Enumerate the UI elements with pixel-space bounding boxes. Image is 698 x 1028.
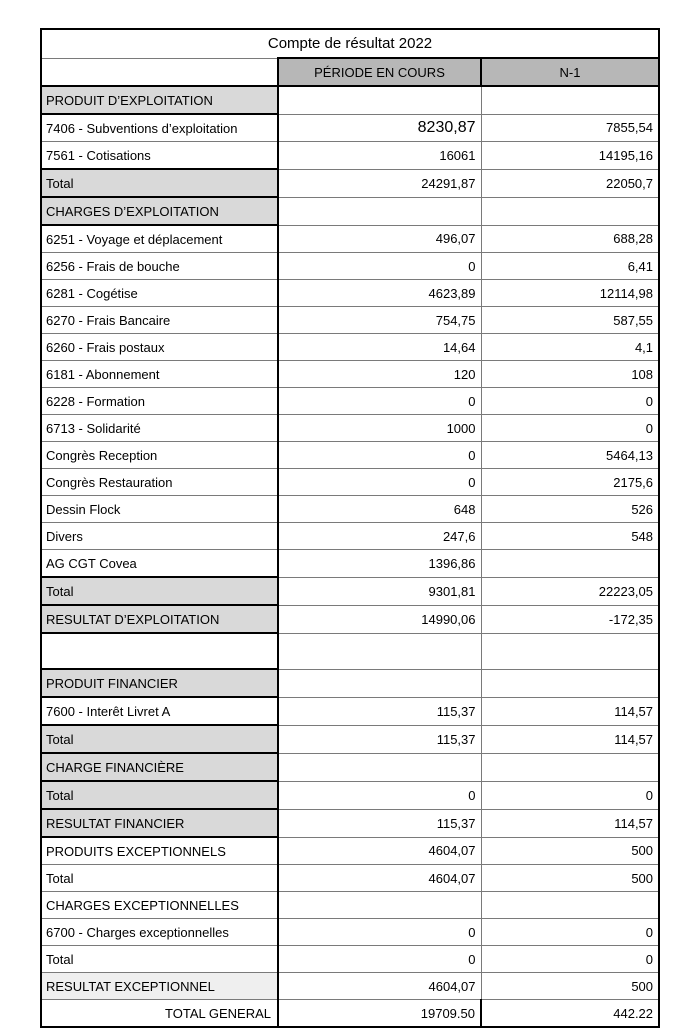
corner-cell — [41, 58, 278, 86]
value-periode-en-cours: 0 — [278, 253, 481, 280]
value-periode-en-cours: 648 — [278, 496, 481, 523]
table-row — [41, 114, 659, 142]
row-label: Total — [41, 725, 278, 753]
table-row — [41, 837, 659, 865]
value-periode-en-cours: 0 — [278, 469, 481, 496]
value-n-1: 0 — [481, 781, 659, 809]
value-n-1: 0 — [481, 415, 659, 442]
value-n-1 — [481, 197, 659, 225]
value-periode-en-cours: 8230,87 — [278, 114, 481, 142]
row-label: Total — [41, 865, 278, 892]
value-n-1: 22223,05 — [481, 577, 659, 605]
value-n-1: 4,1 — [481, 334, 659, 361]
value-periode-en-cours: 24291,87 — [278, 169, 481, 197]
value-periode-en-cours: 14990,06 — [278, 605, 481, 633]
value-n-1: 5464,13 — [481, 442, 659, 469]
table-row — [41, 388, 659, 415]
row-label: RESULTAT EXCEPTIONNEL — [41, 973, 278, 1000]
row-label: 6281 - Cogétise — [41, 280, 278, 307]
value-periode-en-cours: 14,64 — [278, 334, 481, 361]
table-row — [41, 253, 659, 280]
value-n-1 — [481, 86, 659, 114]
row-label: 7406 - Subventions d’exploitation — [41, 114, 278, 142]
table-row — [41, 496, 659, 523]
table-row — [41, 946, 659, 973]
value-periode-en-cours — [278, 669, 481, 697]
value-periode-en-cours: 4623,89 — [278, 280, 481, 307]
value-periode-en-cours: 0 — [278, 442, 481, 469]
value-periode-en-cours: 0 — [278, 388, 481, 415]
value-periode-en-cours — [278, 892, 481, 919]
row-label: 6181 - Abonnement — [41, 361, 278, 388]
value-n-1: 114,57 — [481, 697, 659, 725]
value-n-1 — [481, 669, 659, 697]
table-row — [41, 86, 659, 114]
row-label: 6260 - Frais postaux — [41, 334, 278, 361]
value-periode-en-cours: 16061 — [278, 142, 481, 170]
table-row — [41, 865, 659, 892]
table-row — [41, 307, 659, 334]
value-periode-en-cours: 4604,07 — [278, 973, 481, 1000]
row-label: 6713 - Solidarité — [41, 415, 278, 442]
row-label: AG CGT Covea — [41, 550, 278, 578]
table-row — [41, 415, 659, 442]
table-row — [41, 334, 659, 361]
table-row — [41, 361, 659, 388]
table-row — [41, 919, 659, 946]
value-n-1: 0 — [481, 919, 659, 946]
row-label: Total — [41, 781, 278, 809]
row-label: PRODUIT FINANCIER — [41, 669, 278, 697]
value-periode-en-cours: 1396,86 — [278, 550, 481, 578]
value-periode-en-cours: 1000 — [278, 415, 481, 442]
value-n-1 — [481, 753, 659, 781]
value-periode-en-cours: 120 — [278, 361, 481, 388]
value-periode-en-cours: 754,75 — [278, 307, 481, 334]
income-statement-table — [40, 28, 660, 1028]
row-label: PRODUITS EXCEPTIONNELS — [41, 837, 278, 865]
table-row — [41, 892, 659, 919]
row-label: Dessin Flock — [41, 496, 278, 523]
value-periode-en-cours: 115,37 — [278, 809, 481, 837]
row-label: RESULTAT D’EXPLOITATION — [41, 605, 278, 633]
table-row — [41, 550, 659, 578]
value-n-1: 14195,16 — [481, 142, 659, 170]
row-label: Total — [41, 577, 278, 605]
value-n-1: 548 — [481, 523, 659, 550]
table-row — [41, 442, 659, 469]
table-row — [41, 605, 659, 633]
value-n-1: 6,41 — [481, 253, 659, 280]
row-label: 6251 - Voyage et déplacement — [41, 225, 278, 253]
value-periode-en-cours — [278, 753, 481, 781]
value-n-1: 0 — [481, 388, 659, 415]
value-periode-en-cours: 4604,07 — [278, 865, 481, 892]
value-periode-en-cours: 496,07 — [278, 225, 481, 253]
value-periode-en-cours: 115,37 — [278, 725, 481, 753]
row-label: CHARGES EXCEPTIONNELLES — [41, 892, 278, 919]
value-periode-en-cours: 247,6 — [278, 523, 481, 550]
table-row — [41, 469, 659, 496]
row-label: Congrès Restauration — [41, 469, 278, 496]
value-n-1 — [481, 550, 659, 578]
row-label: 7600 - Interêt Livret A — [41, 697, 278, 725]
column-header-row — [41, 58, 659, 86]
table-row — [41, 523, 659, 550]
table-row — [41, 697, 659, 725]
row-label: 7561 - Cotisations — [41, 142, 278, 170]
value-periode-en-cours: 9301,81 — [278, 577, 481, 605]
row-label: CHARGES D’EXPLOITATION — [41, 197, 278, 225]
value-n-1 — [481, 633, 659, 669]
row-label: PRODUIT D’EXPLOITATION — [41, 86, 278, 114]
table-row — [41, 633, 659, 669]
table-row — [41, 142, 659, 170]
value-n-1: 526 — [481, 496, 659, 523]
value-n-1: 12114,98 — [481, 280, 659, 307]
value-n-1: 500 — [481, 973, 659, 1000]
row-label: TOTAL GENERAL — [41, 1000, 278, 1028]
value-n-1: 114,57 — [481, 809, 659, 837]
table-row — [41, 973, 659, 1000]
row-label: 6256 - Frais de bouche — [41, 253, 278, 280]
value-n-1: 688,28 — [481, 225, 659, 253]
value-periode-en-cours — [278, 633, 481, 669]
row-label: 6700 - Charges exceptionnelles — [41, 919, 278, 946]
value-periode-en-cours: 0 — [278, 946, 481, 973]
row-label: Congrès Reception — [41, 442, 278, 469]
table-row — [41, 577, 659, 605]
table-row — [41, 1000, 659, 1028]
row-label — [41, 633, 278, 669]
column-header-n-1: N-1 — [481, 58, 659, 86]
value-n-1: 114,57 — [481, 725, 659, 753]
row-label: CHARGE FINANCIÈRE — [41, 753, 278, 781]
value-n-1: 442.22 — [481, 1000, 659, 1028]
row-label: Total — [41, 169, 278, 197]
title-row — [41, 29, 659, 58]
value-periode-en-cours — [278, 86, 481, 114]
value-periode-en-cours: 19709.50 — [278, 1000, 481, 1028]
row-label: 6228 - Formation — [41, 388, 278, 415]
value-n-1 — [481, 892, 659, 919]
value-n-1: 22050,7 — [481, 169, 659, 197]
table-row — [41, 725, 659, 753]
row-label: 6270 - Frais Bancaire — [41, 307, 278, 334]
table-row — [41, 753, 659, 781]
value-n-1: 500 — [481, 837, 659, 865]
table-row — [41, 225, 659, 253]
table-row — [41, 669, 659, 697]
value-periode-en-cours: 0 — [278, 919, 481, 946]
row-label: RESULTAT FINANCIER — [41, 809, 278, 837]
table-row — [41, 280, 659, 307]
value-periode-en-cours: 4604,07 — [278, 837, 481, 865]
row-label: Total — [41, 946, 278, 973]
value-n-1: 500 — [481, 865, 659, 892]
value-n-1: 2175,6 — [481, 469, 659, 496]
table-row — [41, 809, 659, 837]
value-n-1: -172,35 — [481, 605, 659, 633]
table-row — [41, 169, 659, 197]
value-periode-en-cours: 115,37 — [278, 697, 481, 725]
table-row — [41, 197, 659, 225]
value-n-1: 0 — [481, 946, 659, 973]
report-title: Compte de résultat 2022 — [41, 29, 659, 58]
row-label: Divers — [41, 523, 278, 550]
value-n-1: 7855,54 — [481, 114, 659, 142]
table-row — [41, 781, 659, 809]
value-n-1: 587,55 — [481, 307, 659, 334]
table-body — [41, 86, 659, 1027]
value-periode-en-cours: 0 — [278, 781, 481, 809]
column-header-periode-en-cours: PÉRIODE EN COURS — [278, 58, 481, 86]
value-n-1: 108 — [481, 361, 659, 388]
value-periode-en-cours — [278, 197, 481, 225]
